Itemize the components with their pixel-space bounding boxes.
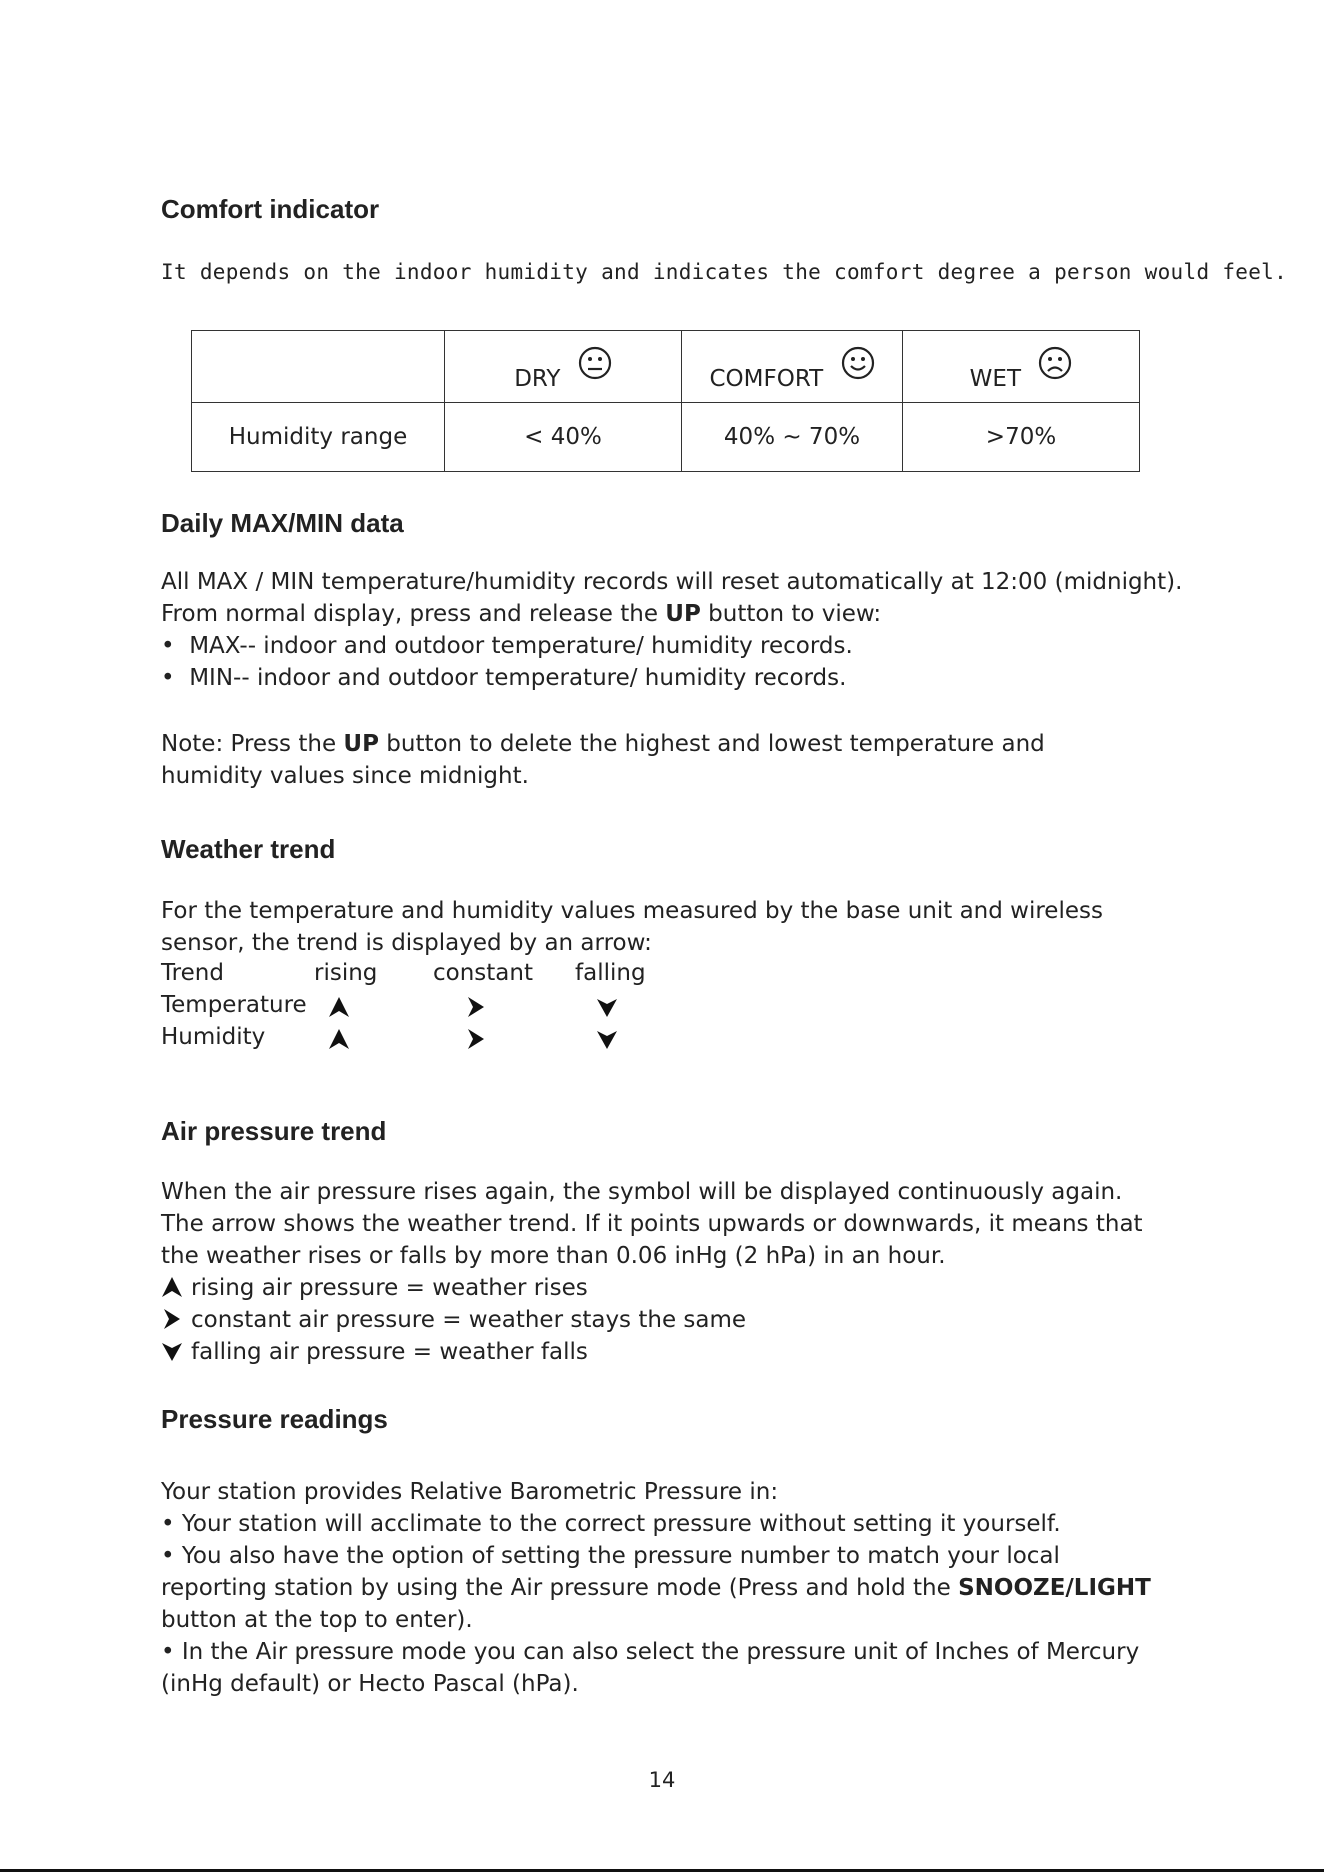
pressure-readings-intro: Your station provides Relative Barometric Pressure in: bbox=[161, 1479, 779, 1505]
up-button-name: UP bbox=[343, 731, 379, 757]
daily-view-instruction: From normal display, press and release the UP button to view: bbox=[161, 601, 882, 627]
humidity-comfort-table bbox=[191, 330, 1140, 472]
sad-face-icon bbox=[1038, 346, 1072, 380]
table-header-dry bbox=[445, 331, 682, 403]
trend-col-rising: rising bbox=[314, 960, 378, 986]
list-item: • Your station will acclimate to the correct pressure without setting it yourself. bbox=[161, 1511, 1061, 1537]
arrow-down-icon bbox=[161, 1340, 183, 1362]
page-number: 14 bbox=[648, 1768, 676, 1792]
smiley-face-icon bbox=[841, 346, 875, 380]
daily-note: Note: Press the UP button to delete the highest and lowest temperature and humidity values since midnight. bbox=[161, 731, 1045, 789]
table-header-wet bbox=[903, 331, 1140, 403]
air-pressure-line1: When the air pressure rises again, the symbol will be displayed continuously again. bbox=[161, 1179, 1123, 1205]
list-item: rising air pressure = weather rises bbox=[161, 1272, 1171, 1304]
snooze-light-button-name: SNOOZE/LIGHT bbox=[958, 1575, 1151, 1601]
humidity-range-label: Humidity range bbox=[192, 403, 445, 472]
trend-col-label: Trend bbox=[161, 960, 224, 986]
heading-comfort-indicator: Comfort indicator bbox=[161, 194, 380, 224]
table-header-comfort bbox=[682, 331, 903, 403]
daily-body bbox=[161, 566, 1183, 694]
trend-row-temperature: Temperature bbox=[161, 992, 307, 1018]
list-item: • You also have the option of setting the pressure number to match your local reporting station by using the Air pressure mode (Press and hold the SNOOZE/LIGHT button at the top to enter). bbox=[161, 1543, 1151, 1633]
neutral-face-icon bbox=[578, 346, 612, 380]
arrow-down-icon bbox=[596, 1028, 618, 1050]
heading-air-pressure-trend: Air pressure trend bbox=[161, 1116, 387, 1146]
bullet-dot: • bbox=[161, 633, 190, 659]
trend-row-humidity: Humidity bbox=[161, 1024, 266, 1050]
arrow-right-icon bbox=[465, 996, 487, 1018]
arrow-up-icon bbox=[328, 1028, 350, 1050]
heading-daily-max-min: Daily MAX/MIN data bbox=[161, 508, 404, 538]
trend-col-constant: constant bbox=[433, 960, 533, 986]
weather-trend-text: For the temperature and humidity values measured by the base unit and wireless sensor, the trend is displayed by an arrow: bbox=[161, 898, 1103, 956]
heading-weather-trend: Weather trend bbox=[161, 834, 336, 864]
dry-range-value: < 40% bbox=[445, 403, 682, 472]
arrow-right-icon bbox=[161, 1308, 183, 1330]
arrow-up-icon bbox=[161, 1276, 183, 1298]
daily-reset-text: All MAX / MIN temperature/humidity records will reset automatically at 12:00 (midnight). bbox=[161, 569, 1183, 595]
list-item: constant air pressure = weather stays the same bbox=[161, 1304, 1171, 1336]
wet-label: WET bbox=[969, 366, 1021, 392]
air-pressure-line2: The arrow shows the weather trend. If it points upwards or downwards, it means that the weather rises or falls by more than 0.06 inHg (2 hPa) in an hour. bbox=[161, 1211, 1143, 1269]
table-empty-cell bbox=[192, 331, 445, 403]
list-item: falling air pressure = weather falls bbox=[161, 1336, 1171, 1368]
arrow-down-icon bbox=[596, 996, 618, 1018]
up-button-name: UP bbox=[665, 601, 701, 627]
air-pressure-body bbox=[161, 1176, 1171, 1368]
comfort-label: COMFORT bbox=[709, 366, 824, 392]
list-item: • In the Air pressure mode you can also select the pressure unit of Inches of Mercury (inHg default) or Hecto Pascal (hPa). bbox=[161, 1639, 1140, 1697]
bullet-dot: • bbox=[161, 665, 190, 691]
heading-pressure-readings: Pressure readings bbox=[161, 1404, 388, 1434]
pressure-readings-body bbox=[161, 1476, 1171, 1700]
arrow-up-icon bbox=[328, 996, 350, 1018]
wet-range-value: >70% bbox=[903, 403, 1140, 472]
dry-label: DRY bbox=[514, 366, 561, 392]
list-item: • MIN-- indoor and outdoor temperature/ humidity records. bbox=[161, 665, 847, 691]
arrow-right-icon bbox=[465, 1028, 487, 1050]
comfort-range-value: 40% ~ 70% bbox=[682, 403, 903, 472]
list-item: • MAX-- indoor and outdoor temperature/ humidity records. bbox=[161, 633, 853, 659]
trend-col-falling: falling bbox=[575, 960, 646, 986]
comfort-intro: It depends on the indoor humidity and indicates the comfort degree a person would feel. bbox=[161, 260, 1288, 284]
